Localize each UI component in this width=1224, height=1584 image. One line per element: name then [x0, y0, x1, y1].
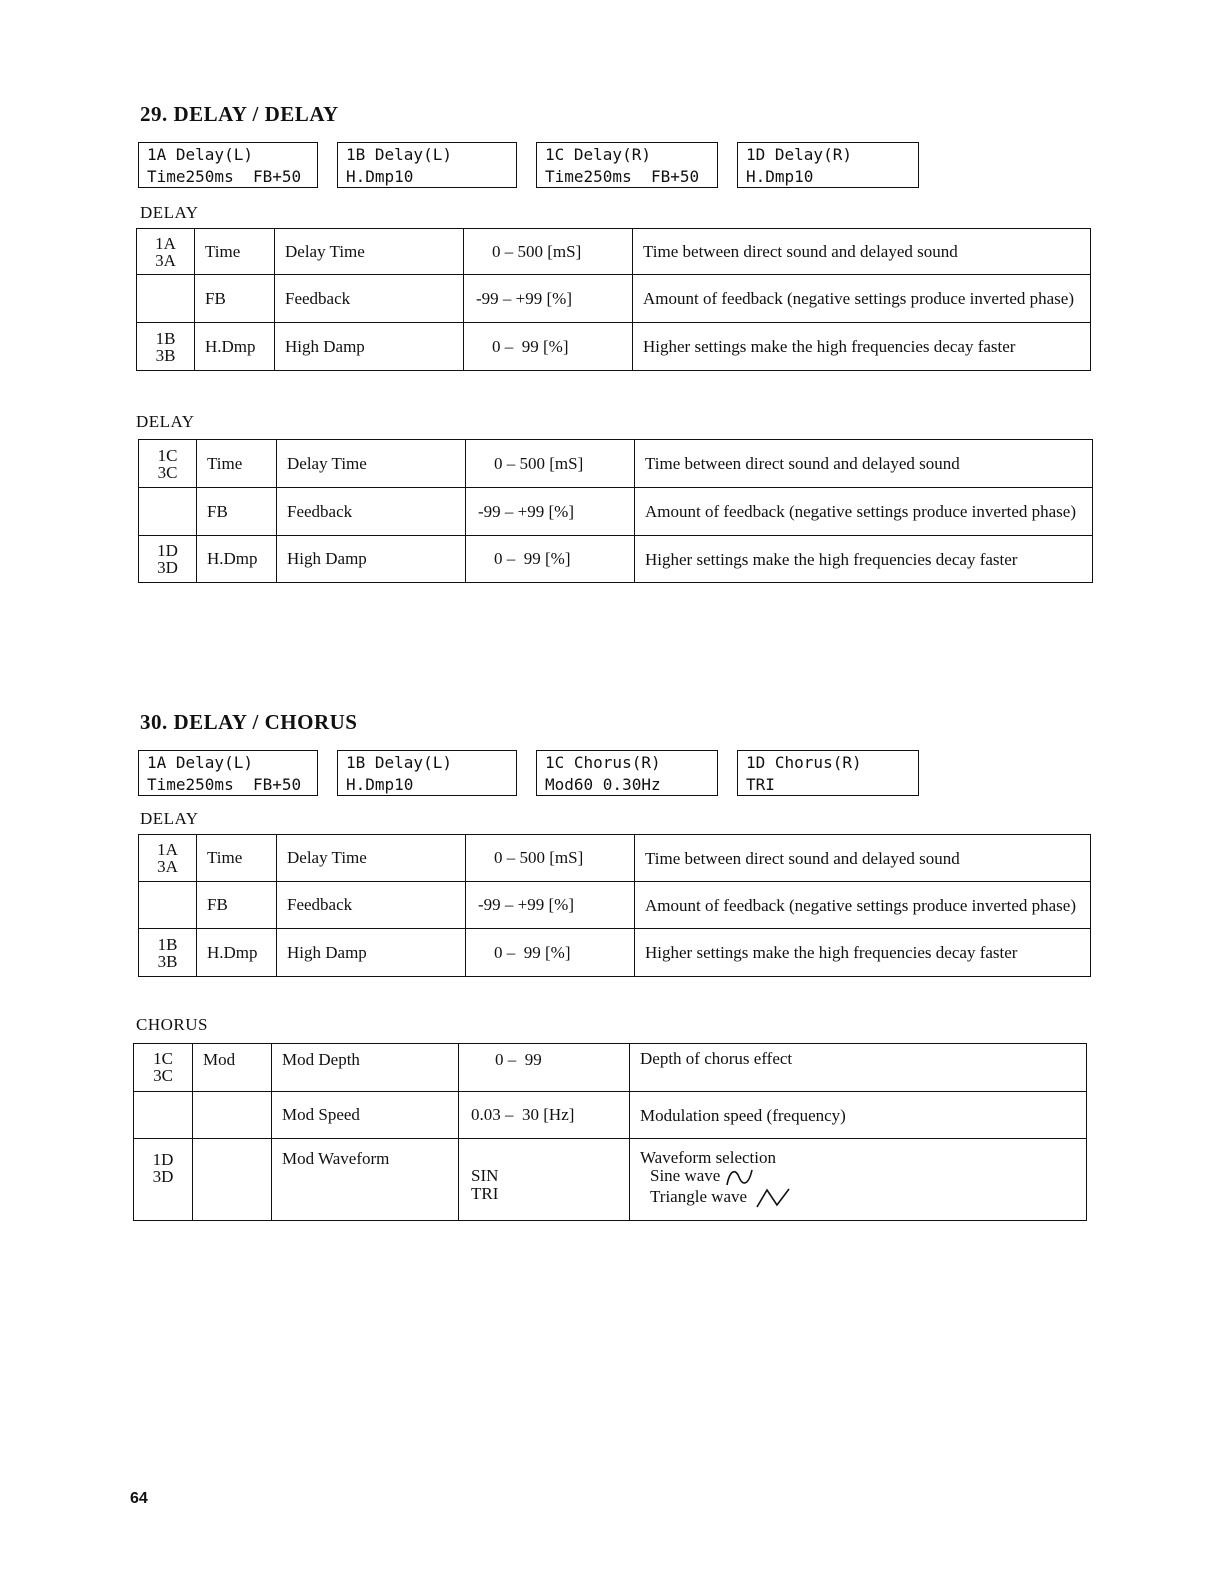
range-cell: 0 – 99 [%]	[466, 929, 635, 977]
param-cell: Feedback	[277, 882, 466, 929]
table-row	[137, 275, 1091, 323]
table-label-delay: DELAY	[140, 203, 199, 222]
table-row	[139, 882, 1091, 929]
lcd-1c: 1C Chorus(R) Mod60 0.30Hz	[536, 750, 718, 796]
switch-cell	[139, 488, 197, 536]
param-cell: High Damp	[275, 323, 464, 371]
switch-cell: 1A 3A	[137, 229, 195, 275]
param-table	[138, 439, 1093, 583]
abbr-cell: FB	[197, 488, 277, 536]
switch-cell	[139, 882, 197, 929]
abbr-cell: Time	[195, 229, 275, 275]
switch-cell: 1B 3B	[139, 929, 197, 977]
abbr-cell: FB	[195, 275, 275, 323]
param-cell: Feedback	[275, 275, 464, 323]
table-row	[134, 1139, 1087, 1221]
range-cell: 0 – 500 [mS]	[464, 229, 633, 275]
abbr-cell	[193, 1139, 272, 1221]
range-cell: 0 – 99	[459, 1044, 630, 1092]
table-label-delay: DELAY	[140, 809, 199, 828]
section-30-title: 30. DELAY / CHORUS	[140, 710, 358, 734]
abbr-cell: H.Dmp	[197, 929, 277, 977]
section-29-title: 29. DELAY / DELAY	[140, 102, 339, 126]
table-row	[134, 1092, 1087, 1139]
range-cell: -99 – +99 [%]	[466, 882, 635, 929]
abbr-cell: H.Dmp	[195, 323, 275, 371]
lcd-1b: 1B Delay(L) H.Dmp10	[337, 142, 517, 188]
param-table	[133, 1043, 1087, 1221]
desc-cell: Time between direct sound and delayed sound	[635, 440, 1093, 488]
desc-cell: Time between direct sound and delayed sound	[635, 835, 1091, 882]
table-row	[139, 929, 1091, 977]
param-table	[138, 834, 1091, 977]
table-row	[137, 229, 1091, 275]
abbr-cell: Time	[197, 440, 277, 488]
desc-cell: Higher settings make the high frequencies decay faster	[633, 323, 1091, 371]
lcd-1a: 1A Delay(L) Time250ms FB+50	[138, 142, 318, 188]
param-cell: High Damp	[277, 929, 466, 977]
table-row	[139, 536, 1093, 583]
lcd-row-30	[138, 750, 919, 796]
abbr-cell: H.Dmp	[197, 536, 277, 583]
range-cell: -99 – +99 [%]	[466, 488, 635, 536]
desc-cell: Higher settings make the high frequencies decay faster	[635, 536, 1093, 583]
table-row	[137, 323, 1091, 371]
table-label-delay: DELAY	[136, 412, 195, 431]
param-cell: Mod Depth	[272, 1044, 459, 1092]
sine-wave-label: Sine wave	[650, 1166, 721, 1185]
range-cell: 0 – 99 [%]	[466, 536, 635, 583]
abbr-cell: Mod	[193, 1044, 272, 1092]
lcd-1d: 1D Delay(R) H.Dmp10	[737, 142, 919, 188]
sine-wave-line	[640, 1167, 1076, 1187]
param-cell: Delay Time	[277, 440, 466, 488]
lcd-1c: 1C Delay(R) Time250ms FB+50	[536, 142, 718, 188]
desc-cell: Higher settings make the high frequencies decay faster	[635, 929, 1091, 977]
desc-cell: Amount of feedback (negative settings produce inverted phase)	[635, 882, 1091, 929]
triangle-wave-label: Triangle wave	[650, 1187, 748, 1206]
abbr-cell	[193, 1092, 272, 1139]
table-row	[139, 488, 1093, 536]
table-row	[139, 440, 1093, 488]
param-cell: Delay Time	[277, 835, 466, 882]
desc-cell: Amount of feedback (negative settings produce inverted phase)	[635, 488, 1093, 536]
switch-cell: 1C 3C	[139, 440, 197, 488]
triangle-wave-line	[640, 1187, 1076, 1209]
switch-cell	[137, 275, 195, 323]
range-cell: 0 – 500 [mS]	[466, 440, 635, 488]
page-number: 64	[130, 1490, 148, 1507]
lcd-1b: 1B Delay(L) H.Dmp10	[337, 750, 517, 796]
desc-cell: Time between direct sound and delayed sound	[633, 229, 1091, 275]
desc-cell: Depth of chorus effect	[630, 1044, 1087, 1092]
range-cell	[459, 1139, 630, 1221]
range-cell: 0 – 500 [mS]	[466, 835, 635, 882]
param-cell: Mod Speed	[272, 1092, 459, 1139]
desc-cell: Modulation speed (frequency)	[630, 1092, 1087, 1139]
switch-cell: 1D 3D	[139, 536, 197, 583]
switch-cell: 1B 3B	[137, 323, 195, 371]
range-cell: 0.03 – 30 [Hz]	[459, 1092, 630, 1139]
triangle-wave-icon	[751, 1187, 791, 1209]
lcd-1a: 1A Delay(L) Time250ms FB+50	[138, 750, 318, 796]
desc-title: Waveform selection	[640, 1148, 776, 1167]
range-cell: 0 – 99 [%]	[464, 323, 633, 371]
switch-cell: 1A 3A	[139, 835, 197, 882]
param-cell: Feedback	[277, 488, 466, 536]
param-cell: Delay Time	[275, 229, 464, 275]
param-cell: High Damp	[277, 536, 466, 583]
table-label-chorus: CHORUS	[136, 1015, 208, 1034]
sine-wave-icon	[725, 1167, 759, 1187]
switch-cell: 1D 3D	[134, 1139, 193, 1221]
switch-cell	[134, 1092, 193, 1139]
desc-cell	[630, 1139, 1087, 1221]
table-row	[139, 835, 1091, 882]
switch-cell: 1C 3C	[134, 1044, 193, 1092]
abbr-cell: Time	[197, 835, 277, 882]
lcd-row-29	[138, 142, 919, 188]
desc-cell: Amount of feedback (negative settings produce inverted phase)	[633, 275, 1091, 323]
range-cell: -99 – +99 [%]	[464, 275, 633, 323]
range-option-tri: TRI	[471, 1184, 499, 1203]
table-row	[134, 1044, 1087, 1092]
param-cell: Mod Waveform	[272, 1139, 459, 1221]
param-table	[136, 228, 1091, 371]
lcd-1d: 1D Chorus(R) TRI	[737, 750, 919, 796]
range-option-sin: SIN	[471, 1166, 499, 1185]
abbr-cell: FB	[197, 882, 277, 929]
